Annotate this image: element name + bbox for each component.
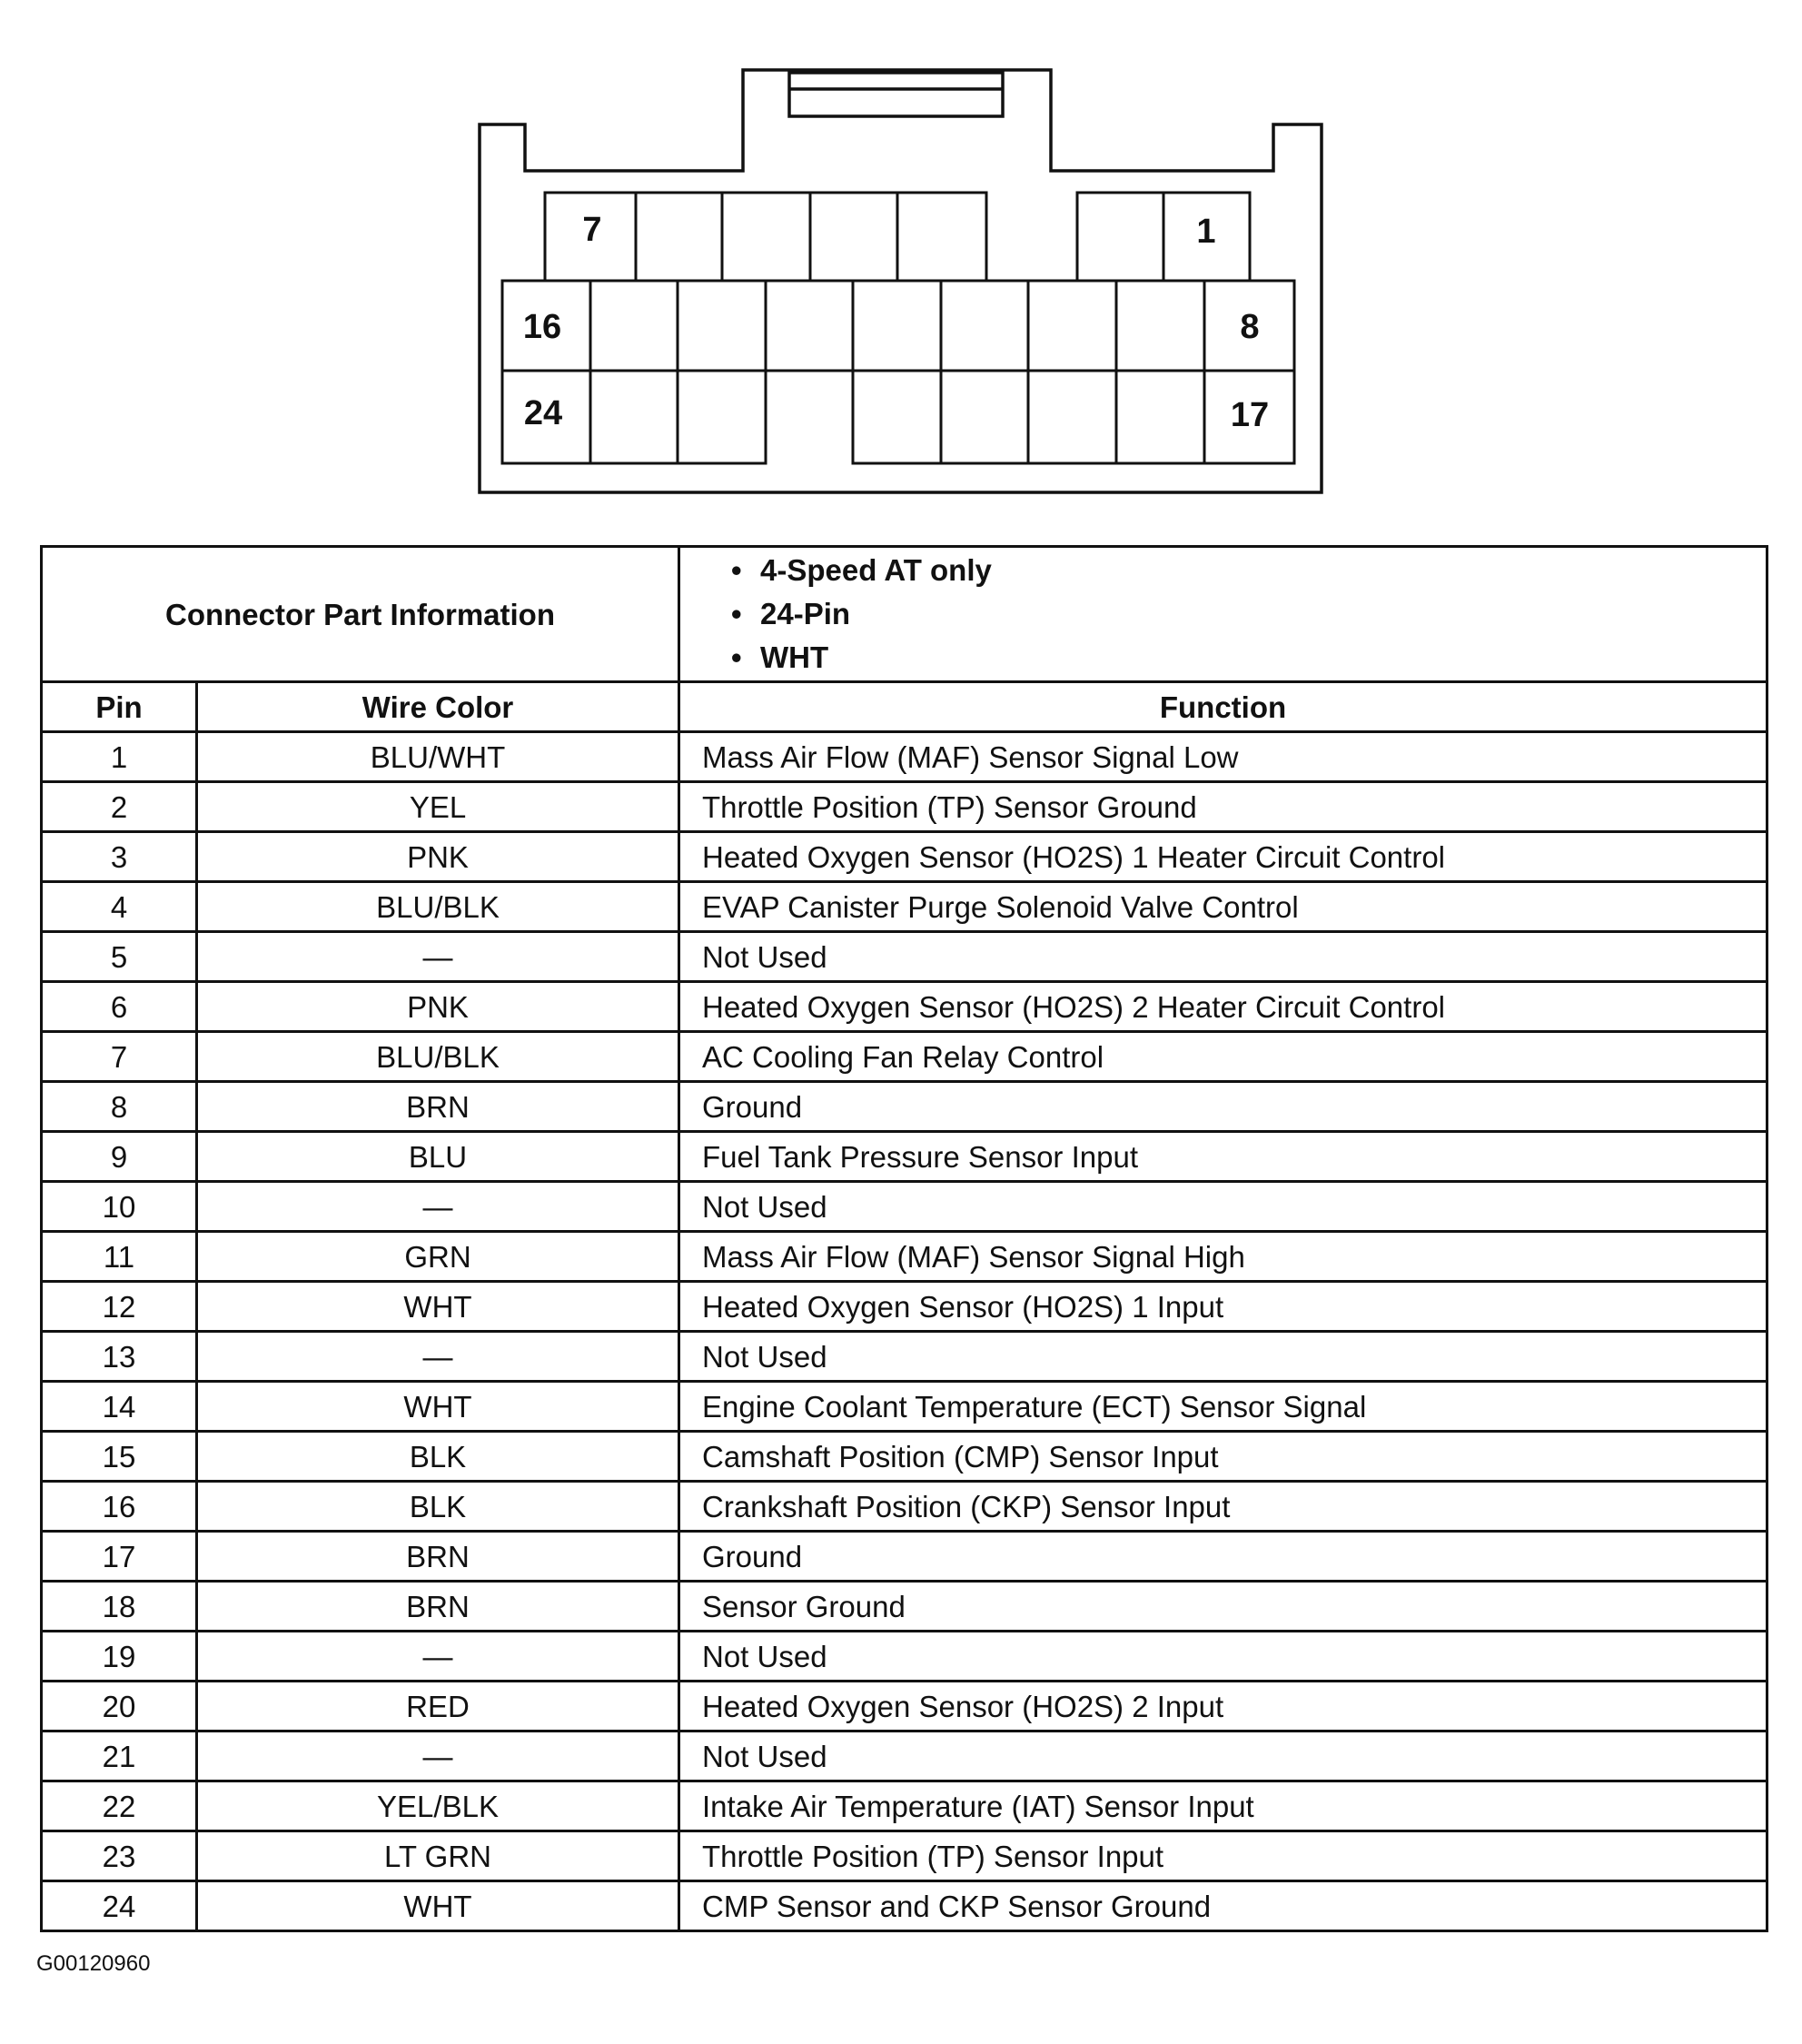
pin-cell: 13 (42, 1332, 197, 1382)
pin-cell: 19 (42, 1632, 197, 1682)
pin-cell: 5 (42, 932, 197, 982)
wire-color-cell: PNK (197, 982, 679, 1032)
wire-color-cell: PNK (197, 832, 679, 882)
function-cell: Throttle Position (TP) Sensor Ground (679, 782, 1767, 832)
table-row (42, 1232, 1767, 1282)
wire-color-cell: BLU/BLK (197, 882, 679, 932)
table-header-row (42, 682, 1767, 732)
pin-cell: 22 (42, 1781, 197, 1831)
pin-cell: 6 (42, 982, 197, 1032)
part-info-item: • 4-Speed AT only (731, 549, 1766, 592)
table-row (42, 732, 1767, 782)
table-row (42, 1532, 1767, 1582)
pin-cavity-grid (502, 193, 1294, 463)
pin-cell: 9 (42, 1132, 197, 1182)
function-cell: Ground (679, 1082, 1767, 1132)
function-cell: EVAP Canister Purge Solenoid Valve Control (679, 882, 1767, 932)
wire-color-cell: — (197, 1731, 679, 1781)
pin-column-header: Pin (42, 682, 197, 732)
function-cell: Engine Coolant Temperature (ECT) Sensor Signal (679, 1382, 1767, 1432)
pin-cell: 18 (42, 1582, 197, 1632)
function-cell: Not Used (679, 1332, 1767, 1382)
wire-color-cell: BRN (197, 1532, 679, 1582)
table-row (42, 782, 1767, 832)
function-cell: Camshaft Position (CMP) Sensor Input (679, 1432, 1767, 1482)
wire-color-cell: BLK (197, 1432, 679, 1482)
pin-cell: 2 (42, 782, 197, 832)
pin-rows (42, 732, 1767, 1931)
wire-color-cell: YEL/BLK (197, 1781, 679, 1831)
wire-color-cell: BLU/BLK (197, 1032, 679, 1082)
figure-code: G00120960 (36, 1951, 151, 1976)
wire-color-cell: WHT (197, 1282, 679, 1332)
function-cell: Ground (679, 1532, 1767, 1582)
pin-label-17: 17 (1230, 396, 1270, 434)
pin-label-16: 16 (522, 308, 562, 346)
part-info-row (42, 547, 1767, 682)
pin-cell: 7 (42, 1032, 197, 1082)
pin-label-8: 8 (1240, 308, 1260, 346)
wire-color-cell: BLU (197, 1132, 679, 1182)
function-cell: Mass Air Flow (MAF) Sensor Signal High (679, 1232, 1767, 1282)
function-cell: CMP Sensor and CKP Sensor Ground (679, 1881, 1767, 1931)
function-cell: Not Used (679, 1731, 1767, 1781)
pin-cell: 23 (42, 1831, 197, 1881)
part-info-item: • 24-Pin (731, 592, 1766, 636)
wire-color-cell: BRN (197, 1082, 679, 1132)
table-row (42, 1432, 1767, 1482)
wire-color-cell: — (197, 1332, 679, 1382)
table-row (42, 832, 1767, 882)
function-cell: Not Used (679, 1182, 1767, 1232)
connector-part-info-label: Connector Part Information (42, 547, 679, 682)
pin-cell: 1 (42, 732, 197, 782)
table-row (42, 1831, 1767, 1881)
wire-color-cell: — (197, 932, 679, 982)
table-row (42, 1482, 1767, 1532)
function-cell: Heated Oxygen Sensor (HO2S) 2 Heater Circuit Control (679, 982, 1767, 1032)
pin-cell: 24 (42, 1881, 197, 1931)
table-row (42, 1332, 1767, 1382)
function-cell: Mass Air Flow (MAF) Sensor Signal Low (679, 732, 1767, 782)
pin-cell: 8 (42, 1082, 197, 1132)
function-cell: Heated Oxygen Sensor (HO2S) 2 Input (679, 1682, 1767, 1731)
pin-cell: 10 (42, 1182, 197, 1232)
table-row (42, 1731, 1767, 1781)
connector-face-diagram (0, 0, 1802, 509)
wire-color-cell: WHT (197, 1881, 679, 1931)
pin-cell: 12 (42, 1282, 197, 1332)
pin-label-1: 1 (1196, 213, 1216, 251)
function-cell: Heated Oxygen Sensor (HO2S) 1 Heater Circuit Control (679, 832, 1767, 882)
pin-label-7: 7 (582, 211, 602, 249)
wire-color-cell: RED (197, 1682, 679, 1731)
table-row (42, 1032, 1767, 1082)
part-info-item: • WHT (731, 636, 1766, 680)
table-row (42, 1282, 1767, 1332)
pin-cell: 14 (42, 1382, 197, 1432)
wire-color-cell: BLU/WHT (197, 732, 679, 782)
function-column-header: Function (679, 682, 1767, 732)
table-row (42, 1182, 1767, 1232)
function-cell: Crankshaft Position (CKP) Sensor Input (679, 1482, 1767, 1532)
wire-color-cell: BRN (197, 1582, 679, 1632)
pinout-table (40, 545, 1768, 1932)
pin-cell: 15 (42, 1432, 197, 1482)
wire-color-cell: WHT (197, 1382, 679, 1432)
pin-cell: 4 (42, 882, 197, 932)
table-row (42, 882, 1767, 932)
function-cell: Sensor Ground (679, 1582, 1767, 1632)
function-cell: Heated Oxygen Sensor (HO2S) 1 Input (679, 1282, 1767, 1332)
table-row (42, 1682, 1767, 1731)
table-row (42, 1632, 1767, 1682)
wire-color-cell: YEL (197, 782, 679, 832)
wire-color-cell: — (197, 1632, 679, 1682)
wire-color-cell: BLK (197, 1482, 679, 1532)
wire-color-cell: LT GRN (197, 1831, 679, 1881)
pin-cell: 11 (42, 1232, 197, 1282)
function-cell: AC Cooling Fan Relay Control (679, 1032, 1767, 1082)
table-row (42, 1082, 1767, 1132)
table-row (42, 1781, 1767, 1831)
pin-label-24: 24 (523, 394, 563, 432)
table-row (42, 1132, 1767, 1182)
table-row (42, 1881, 1767, 1931)
table-row (42, 982, 1767, 1032)
wire-color-cell: GRN (197, 1232, 679, 1282)
function-cell: Throttle Position (TP) Sensor Input (679, 1831, 1767, 1881)
table-row (42, 1382, 1767, 1432)
wire-color-cell: — (197, 1182, 679, 1232)
pin-cell: 3 (42, 832, 197, 882)
pin-cell: 17 (42, 1532, 197, 1582)
function-cell: Not Used (679, 932, 1767, 982)
wire-color-column-header: Wire Color (197, 682, 679, 732)
table-row (42, 1582, 1767, 1632)
function-cell: Fuel Tank Pressure Sensor Input (679, 1132, 1767, 1182)
table-row (42, 932, 1767, 982)
pin-cell: 16 (42, 1482, 197, 1532)
pin-cell: 21 (42, 1731, 197, 1781)
function-cell: Intake Air Temperature (IAT) Sensor Input (679, 1781, 1767, 1831)
connector-part-info (679, 547, 1767, 682)
function-cell: Not Used (679, 1632, 1767, 1682)
pin-cell: 20 (42, 1682, 197, 1731)
